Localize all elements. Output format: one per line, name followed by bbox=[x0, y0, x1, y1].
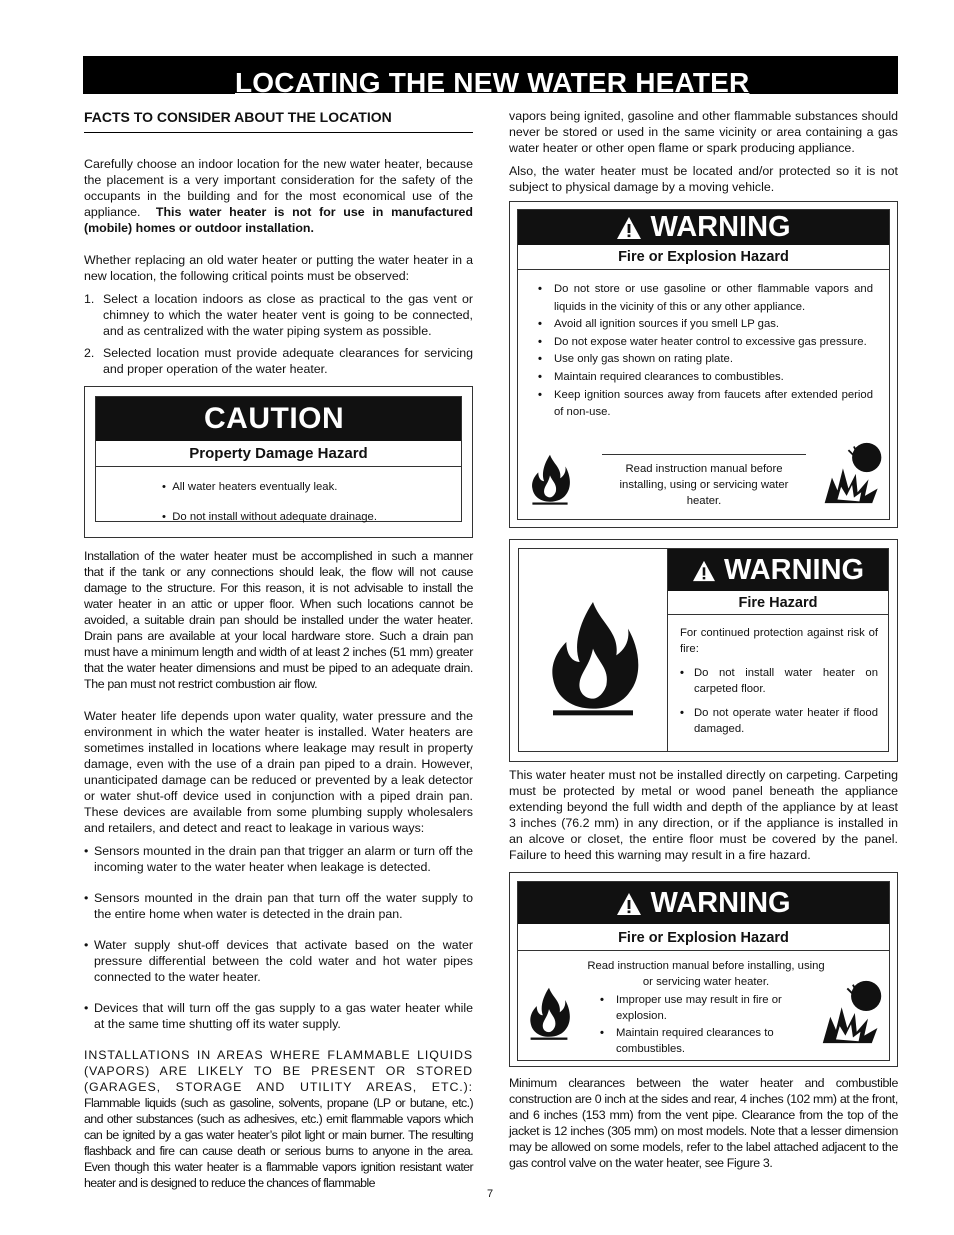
left-column bbox=[84, 108, 473, 1191]
device-item: • Water supply shut-off devices that activate based on the water pressure differential between the cold water and hot water pipes connected to the water heater. bbox=[84, 938, 473, 984]
critical-point bbox=[84, 291, 473, 339]
warning-panel-fire-explosion bbox=[509, 201, 898, 528]
warning-hazard-title: Fire Hazard bbox=[668, 592, 888, 615]
caution-panel bbox=[84, 386, 473, 538]
warning-manual-note: Read instruction manual before installing, using or servicing water heater. bbox=[602, 454, 806, 509]
caution-bullet: • All water heaters eventually leak. bbox=[162, 481, 338, 493]
explosion-icon bbox=[819, 968, 885, 1056]
carpet-paragraph: This water heater must not be installed directly on carpeting. Carpeting must be protected by metal or wood panel beneath the appliance extending beyond the full width and depth of the appliance by at least 3 inches (76.2 mm) in any direction, or if the appliance is installed in an alcove or closet, the entire floor must be covered by the panel. Failure to heed this warning may result in a fire hazard. bbox=[509, 768, 898, 862]
caution-bullet: • Do not install without adequate drainage. bbox=[162, 511, 377, 523]
warning-bullet: • Keep ignition sources away from faucets after extended period of non-use. bbox=[538, 388, 873, 419]
caution-label bbox=[95, 396, 462, 522]
intro-bold-text: This water heater is not for use in manufactured (mobile) homes or outdoor installation. bbox=[84, 205, 473, 235]
warning-bullet: • Use only gas shown on rating plate. bbox=[538, 353, 733, 366]
warning-signal-row bbox=[668, 549, 888, 591]
point-number: 2. bbox=[84, 346, 95, 360]
flame-icon bbox=[526, 972, 572, 1054]
warning-bullet: • Do not store or use gasoline or other flammable vapors and liquids in the vicinity of this or any other appliance. bbox=[538, 283, 873, 313]
warning-bullet: • Do not expose water heater control to excessive gas pressure. bbox=[538, 335, 867, 348]
warning-intro: For continued protection against risk of fire: bbox=[680, 627, 878, 655]
replacing-paragraph: Whether replacing an old water heater or putting the water heater in a new location, the following critical points must be observed: bbox=[84, 253, 473, 283]
flame-icon bbox=[543, 571, 643, 743]
alert-triangle-icon bbox=[692, 560, 716, 582]
warning-hazard-title: Fire or Explosion Hazard bbox=[518, 245, 889, 270]
warning-label bbox=[518, 548, 889, 752]
explosion-icon bbox=[821, 431, 885, 515]
title-bar bbox=[83, 56, 898, 98]
warning-hazard-title: Fire or Explosion Hazard bbox=[518, 924, 889, 951]
warning-signal-word: WARNING bbox=[650, 211, 791, 243]
alert-triangle-icon bbox=[616, 216, 642, 240]
intro-text: Carefully choose an indoor location for the new water heater, because the placement is a very important consideration for the safety of the occupants in the building and for the most economical use of the appliance. bbox=[84, 157, 473, 219]
warning-bullet: • Maintain required clearances to combustibles. bbox=[538, 370, 784, 383]
warning-signal-word: WARNING bbox=[650, 887, 791, 919]
flammable-paragraph bbox=[84, 1047, 473, 1191]
device-item: • Sensors mounted in the drain pan that turn off the water supply to the entire home when water is detected in the drain pan. bbox=[84, 891, 473, 921]
warning-signal-row bbox=[518, 210, 889, 245]
warning-bullet: • Maintain required clearances to combustibles. bbox=[600, 1027, 774, 1055]
warning-label bbox=[517, 209, 890, 520]
point-text: Selected location must provide adequate clearances for servicing and proper operation of the water heater. bbox=[103, 346, 473, 376]
warning-panel-fire-explosion-2 bbox=[509, 872, 898, 1067]
flammable-caps-text: INSTALLATIONS IN AREAS WHERE FLAMMABLE LIQUIDS (VAPORS) ARE LIKELY TO BE PRESENT OR STORED (GARAGES, STORAGE AND UTILITY AREAS, ETC.): bbox=[84, 1048, 473, 1094]
page-title: LOCATING THE NEW WATER HEATER bbox=[235, 67, 750, 98]
warning-signal-word: WARNING bbox=[723, 554, 865, 586]
warning-bullet: • Do not operate water heater if flood damaged. bbox=[680, 707, 878, 735]
right-column bbox=[509, 108, 898, 1171]
intro-paragraph bbox=[84, 156, 473, 236]
flammable-text: Flammable liquids (such as gasoline, solvents, propane (LP or butane, etc.) and other substances (such as adhesives, etc.) emit flammable vapors which can be ignited by a gas water heater’s pilot light or main burner. The resulting flashback and fire can cause death or serious burns to anyone in the area. Even though this water heater is a flammable vapors ignition resistant water heater and is designed to reduce the chances of flammable bbox=[84, 1096, 473, 1190]
warning-bullet: • Do not install water heater on carpeted floor. bbox=[680, 667, 878, 695]
clearances-paragraph: Minimum clearances between the water heater and combustible construction are 0 inch at the sides and rear, 4 inches (102 mm) at the front, and 6 inches (153 mm) from the vent pipe. Clearance from the top of the jacket is 12 inches (305 mm) on most models. Note that a lesser dimension may be allowed on some models, refer to the label attached adjacent to the gas control valve on the water heater, see Figure 3. bbox=[509, 1076, 898, 1170]
installation-paragraph: Installation of the water heater must be accomplished in such a manner that if the tank or any connections should leak, the flow will not cause damage to the structure. For this reason, it is not advisable to install the water heater in an attic or upper floor. When such locations cannot be avoided, a suitable drain pan should be installed under the water heater. Drain pans are available at your local hardware store. Such a drain pan must have a minimum length and width of at least 2 inches (51 mm) greater that the water heater dimensions and must be piped to an adequate drain. The pan must not restrict combustion air flow. bbox=[84, 549, 473, 691]
vehicle-paragraph: Also, the water heater must be located and/or protected so it is not subject to physical damage by a moving vehicle. bbox=[509, 164, 898, 194]
warning-manual-note: Read instruction manual before installing, using or servicing water heater. bbox=[587, 960, 825, 988]
critical-point bbox=[84, 345, 473, 377]
alert-triangle-icon bbox=[616, 892, 642, 916]
continued-paragraph: vapors being ignited, gasoline and other flammable substances should never be stored or used in the same vicinity or area containing a gas water heater or other open flame or spark producing appliance. bbox=[509, 109, 898, 155]
warning-panel-fire bbox=[509, 539, 898, 762]
flame-graphic bbox=[519, 549, 668, 751]
warning-bullet: • Avoid all ignition sources if you smell LP gas. bbox=[538, 318, 780, 331]
warning-label bbox=[517, 881, 890, 1061]
device-item: • Devices that will turn off the gas supply to a gas water heater while at the same time shutting off its water supply. bbox=[84, 1001, 473, 1031]
warning-signal-row bbox=[518, 882, 889, 924]
warning-bullet: • Improper use may result in fire or explosion. bbox=[600, 994, 782, 1022]
section-heading: FACTS TO CONSIDER ABOUT THE LOCATION bbox=[84, 108, 473, 133]
device-item: • Sensors mounted in the drain pan that trigger an alarm or turn off the incoming water to the water heater when leakage is detected. bbox=[84, 844, 473, 874]
flame-icon bbox=[528, 445, 572, 513]
life-paragraph: Water heater life depends upon water quality, water pressure and the environment in which the water heater is installed. Water heaters are sometimes installed in locations where leakage may result in property damage, even with the use of a drain pan piped to a drain. However, unanticipated damage can be reduced or prevented by a leak detector or water shut-off device used in conjunction with a piped drain pan. These devices are available from some plumbing supply wholesalers and retailers, and detect and react to leakage in various ways: bbox=[84, 709, 473, 835]
point-text: Select a location indoors as close as practical to the gas vent or chimney to which the water heater vent is going to be connected, and as centralized with the water piping system as possible. bbox=[103, 292, 473, 338]
point-number: 1. bbox=[84, 292, 95, 306]
caution-signal-word: CAUTION bbox=[96, 397, 461, 441]
caution-hazard-title: Property Damage Hazard bbox=[96, 441, 461, 467]
page-number: 7 bbox=[487, 1188, 494, 1200]
